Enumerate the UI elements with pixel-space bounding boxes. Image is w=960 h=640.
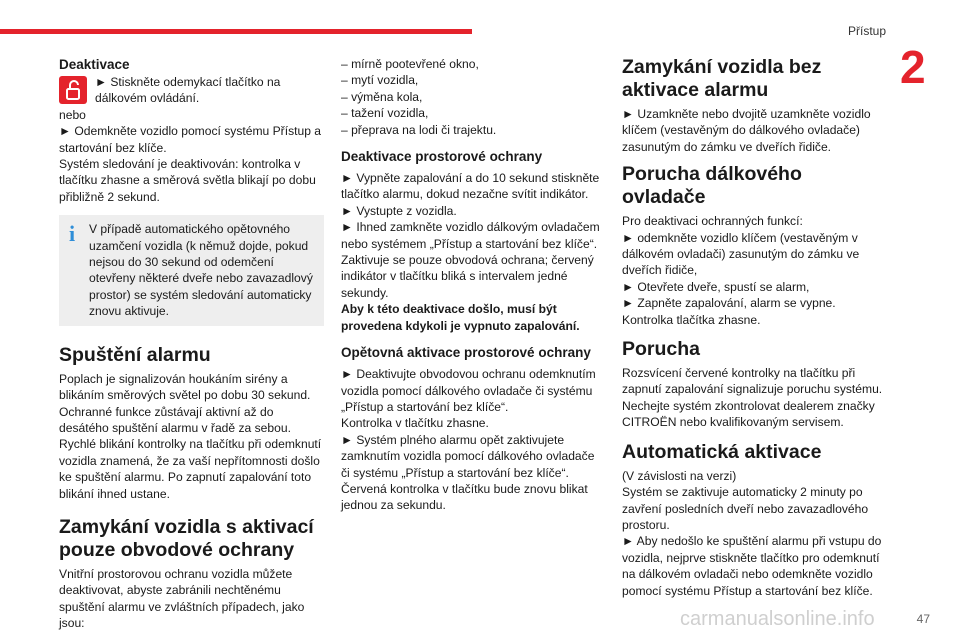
column-1 (59, 56, 324, 632)
heading-deaktivace-prostorove: Deaktivace prostorové ochrany (341, 149, 543, 165)
column-3 (622, 56, 884, 599)
paragraph: (V závislosti na verzi) (622, 468, 737, 483)
list-item: – výměna kola, (341, 89, 423, 104)
paragraph: Systém sledování je deaktivován: kontrolka v tlačítku zhasne a směrová světla blikají po dobu přibližně 2 sekund. (59, 157, 316, 204)
paragraph: ► Zapněte zapalování, alarm se vypne. (622, 296, 836, 311)
list-item: – tažení vozidla, (341, 106, 429, 121)
page-number: 47 (916, 612, 930, 626)
section-title: Přístup (847, 24, 886, 38)
note-text: V případě automatického opětovného uzamčení vozidla (k němuž dojde, pokud nejsou do 30 sekund od odemčení otevřeny některé dveře nebo zavazadlový prostor) se systém sledování automaticky znovu aktivuje. (89, 222, 313, 319)
paragraph: ► Vypněte zapalování a do 10 sekund stiskněte tlačítko alarmu, dokud nezačne svítit indikátor. (341, 171, 600, 202)
list-item: – mytí vozidla, (341, 73, 419, 88)
watermark: carmanualsonline.info (680, 608, 875, 630)
paragraph: Kontrolka v tlačítku zhasne. (341, 416, 489, 431)
heading-zamykani-bez-alarmu: Zamykání vozidla bez aktivace alarmu (622, 56, 822, 101)
chapter-number: 2 (900, 41, 926, 93)
paragraph: ► Odemkněte vozidlo pomocí systému Přístup a startování bez klíče. (59, 124, 322, 155)
paragraph: ► Systém plného alarmu opět zaktivujete zamknutím vozidla pomocí dálkového ovladače či systému „Přístup a startování bez klíče“. (341, 432, 595, 480)
heading-porucha-dalkoveho: Porucha dálkového ovladače (622, 163, 802, 209)
paragraph: ► Ihned zamkněte vozidlo dálkovým ovladačem nebo systémem „Přístup a startování bez klíče“. Zaktivuje se pouze obvodová ochrana; červený indikátor v tlačítku bliká s intervalem jedné sekundy. (341, 220, 600, 300)
paragraph: ► Uzamkněte nebo dvojitě uzamkněte vozidlo klíčem (vestavěným do dálkového ovladače) zasunutým do zámku ve dveřích řidiče. (622, 107, 871, 154)
paragraph: Poplach je signalizován houkáním sirény a blikáním směrových světel po dobu 30 sekund. Ochranné funkce zůstávají aktivní až do desátého spuštění alarmu v řadě za sebou. Rychlé blikání kontrolky na tlačítku při odemknutí vozidla znamená, že za vaší nepřítomnosti došlo ke spuštění alarmu. Po zapnutí zapalování toto blikání ihned ustane. (59, 371, 322, 501)
heading-porucha: Porucha (622, 338, 701, 361)
paragraph: Červená kontrolka v tlačítku bude znovu blikat jednou za sekundu. (341, 481, 588, 513)
list-item: – přeprava na lodi či trajektu. (341, 122, 497, 137)
info-icon: i (69, 221, 76, 247)
paragraph-bold: Aby k této deaktivace došlo, musí být provedena kdykoli je vypnuto zapalování. (341, 302, 580, 333)
info-note (59, 215, 324, 325)
paragraph: ► Otevřete dveře, spustí se alarm, (622, 279, 810, 294)
paragraph: Vnitřní prostorovou ochranu vozidla můžete deaktivovat, abyste zabránili nechtěnému spuštění alarmu ve zvláštních případech, jako jsou: (59, 566, 305, 631)
paragraph: Systém se zaktivuje automaticky 2 minuty po zavření posledních dveří nebo zavazadlového prostoru. (622, 485, 869, 532)
paragraph: Kontrolka tlačítka zhasne. (622, 312, 761, 327)
column-2 (341, 56, 606, 514)
heading-spusteni-alarmu: Spuštění alarmu (59, 343, 211, 366)
top-accent-bar (0, 29, 472, 34)
paragraph: Rozsvícení červené kontrolky na tlačítku při zapnutí zapalování signalizuje poruchu systému. Nechejte systém zkontrolovat dealerem značky CITROËN nebo kvalifikovaným servisem. (622, 366, 883, 430)
paragraph: ► Aby nedošlo ke spuštění alarmu při vstupu do vozidla, nejprve stiskněte tlačítko pro odemknutí na dálkovém ovladači nebo odemkněte vozidlo pomocí systému Přístup a startování bez klíče. (622, 534, 882, 598)
paragraph: Pro deaktivaci ochranných funkcí: (622, 214, 803, 229)
paragraph: ► Vystupte z vozidla. (341, 203, 457, 218)
list-item: – mírně pootevřené okno, (341, 57, 479, 71)
heading-opetovna-aktivace: Opětovná aktivace prostorové ochrany (341, 345, 591, 361)
heading-deaktivace: Deaktivace (59, 57, 130, 72)
paragraph: ► odemkněte vozidlo klíčem (vestavěným v dálkovém ovladači) zasunutým do zámku ve dveřích řidiče, (622, 230, 860, 278)
paragraph: ► Stiskněte odemykací tlačítko na dálkovém ovládání. (95, 75, 281, 106)
heading-automaticka-aktivace: Automatická aktivace (622, 440, 822, 463)
heading-zamykani-obvodove: Zamykání vozidla s aktivací pouze obvodové ochrany (59, 515, 314, 561)
paragraph: nebo (59, 107, 86, 122)
situations-list (341, 56, 606, 138)
paragraph: ► Deaktivujte obvodovou ochranu odemknutím vozidla pomocí dálkového ovladače či systému „Přístup a startování bez klíče“. (341, 367, 596, 414)
